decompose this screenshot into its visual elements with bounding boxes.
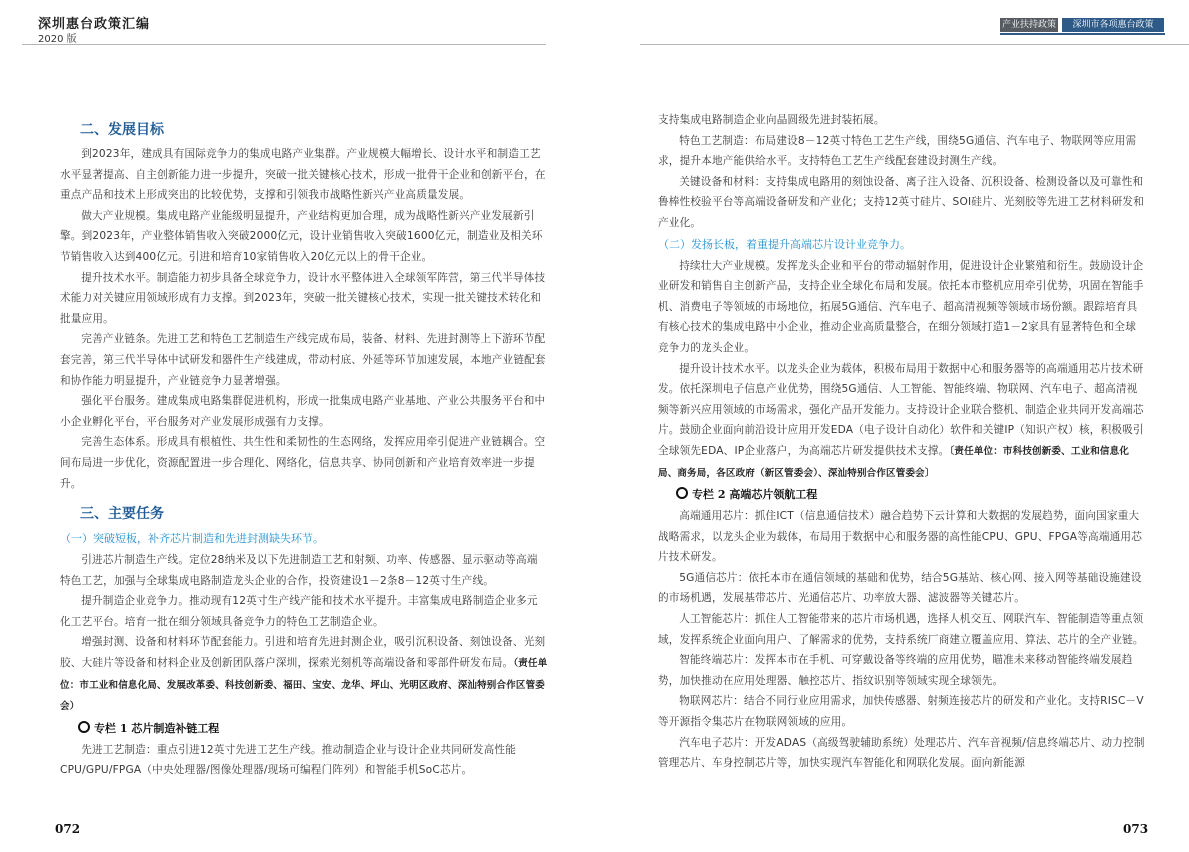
page-number-right: 073 xyxy=(1123,822,1149,836)
paragraph: 做大产业规模。集成电路产业能级明显提升，产业结构更加合理，成为战略性新兴产业发展新引擎。到2023年，产业整体销售收入突破2000亿元，设计业销售收入突破1600亿元，制造业及相关环节销售收入达到400亿元。引进和培育10家销售收入20亿元以上的骨干企业。 xyxy=(60,209,543,263)
paragraph: 提升制造企业竞争力。推动现有12英寸生产线产能和技术水平提升。丰富集成电路制造企业多元化工艺平台。培育一批在细分领域具备竞争力的特色工艺制造企业。 xyxy=(60,595,538,628)
paragraph: 物联网芯片：结合不同行业应用需求，加快传感器、射频连接芯片的研发和产业化。支持RISC－V等开源指令集芯片在物联网领域的应用。 xyxy=(658,695,1144,729)
paragraph-text: 提升设计技术水平。以龙头企业为载体，积极布局用于数据中心和服务器等的高端通用芯片技术研发。依托深圳电子信息产业优势，围绕5G通信、人工智能、智能终端、物联网、汽车电子、超高清视频等新兴应用领域的市场需求，强化产品开发能力。支持设计企业联合整机、制造企业共同开发高端芯片。鼓励企业面向前沿设计应用开发EDA（电子设计自动化）软件和关键IP（知识产权）核，积极吸引全球领先EDA、IP企业落户，为高端芯片研发提供技术支撑。 xyxy=(658,362,1144,457)
paragraph: 关键设备和材料：支持集成电路用的刻蚀设备、离子注入设备、沉积设备、检测设备以及可靠性和鲁棒性校验平台等高端设备研发和产业化；支持12英寸硅片、SOI硅片、光刻胶等先进工艺材料研发和产业化。 xyxy=(658,175,1145,229)
paragraph: 5G通信芯片：依托本市在通信领域的基础和优势，结合5G基站、核心网、接入网等基础设施建设的市场机遇，发展基带芯片、光通信芯片、功率放大器、滤波器等关键芯片。 xyxy=(658,571,1142,605)
publication-year: 2020 版 xyxy=(38,34,77,45)
box-title-text: 专栏 2 高端芯片领航工程 xyxy=(692,488,818,502)
header-divider-right xyxy=(640,44,1189,45)
subheading-shortboard: （一）突破短板，补齐芯片制造和先进封测缺失环节。 xyxy=(60,532,324,546)
box-title-text: 专栏 1 芯片制造补链工程 xyxy=(94,721,220,735)
paragraph: 持续壮大产业规模。发挥龙头企业和平台的带动辐射作用，促进设计企业繁殖和衍生。鼓励设计企业研发和销售自主创新产品，支持企业全球化布局和发展。依托本市整机应用牵引优势，巩固在智能手机、消费电子等领域的市场地位，拓展5G通信、汽车电子、超高清视频等领域市场份额。跟踪培育具有核心技术的集成电路中小企业，推动企业高质量整合，在细分领域打造1－2家具有显著特色和全球竞争力的龙头企业。 xyxy=(658,259,1144,354)
paragraph: 引进芯片制造生产线。定位28纳米及以下先进制造工艺和射频、功率、传感器、显示驱动等高端特色工艺，加强与全球集成电路制造龙头企业的合作，投资建设1－2条8－12英寸生产线。 xyxy=(60,554,538,587)
paragraph: 强化平台服务。建成集成电路集群促进机构，形成一批集成电路产业基地、产业公共服务平台和中小企业孵化平台，平台服务对产业发展形成强有力支撑。 xyxy=(60,395,546,428)
right-page xyxy=(658,110,1146,774)
paragraph: 完善产业链条。先进工艺和特色工艺制造生产线完成布局，装备、材料、先进封测等上下游环节配套完善，第三代半导体中试研发和器件生产线建成，带动村底、外延等环节加速发展，本地产业链配套和协作能力明显提升，产业链竞争力显著增强。 xyxy=(60,333,546,387)
paragraph: 高端通用芯片：抓住ICT（信息通信技术）融合趋势下云计算和大数据的发展趋势，面向国家重大战略需求，以龙头企业为载体，布局用于数据中心和服务器的高性能CPU、GPU、FPGA等高端通用芯片技术研发。 xyxy=(658,510,1142,564)
paragraph: 智能终端芯片：发挥本市在手机、可穿戴设备等终端的应用优势，瞄准未来移动智能终端发展趋势，加快推动在应用处理器、触控芯片、指纹识别等领域实现全球领先。 xyxy=(658,654,1133,687)
heading-goals: 二、发展目标 xyxy=(80,122,164,138)
heading-tasks: 三、主要任务 xyxy=(80,506,164,523)
responsible-units: 〔责任单位：市科技创新委、工业和信息化局、商务局，各区政府（新区管委会）、深汕特别合作区管委会〕 xyxy=(658,445,1130,479)
paragraph: 汽车电子芯片：开发ADAS（高级驾驶辅助系统）处理芯片、汽车音视频/信息终端芯片、动力控制管理芯片、车身控制芯片等，加快实现汽车智能化和网联化发展。面向新能源 xyxy=(658,736,1145,770)
section-tag-industry: 产业扶持政策 xyxy=(1001,20,1056,30)
paragraph: 支持集成电路制造企业向晶圆级先进封装拓展。 xyxy=(658,114,885,126)
paragraph xyxy=(60,632,548,717)
paragraph: 完善生态体系。形成具有根植性、共生性和柔韧性的生态网络，发挥应用牵引促进产业链耦合。空间布局进一步优化，资源配置进一步合理化、网络化，信息共享、协同创新和产业培育效率进一步提升。 xyxy=(60,436,546,490)
page-number-left: 072 xyxy=(55,822,81,836)
box-title-2 xyxy=(676,484,1146,506)
subheading-longboard: （二）发扬长板，着重提升高端芯片设计业竞争力。 xyxy=(658,237,911,251)
box-title-1 xyxy=(78,718,548,740)
paragraph: 特色工艺制造：布局建设8－12英寸特色工艺生产线，围绕5G通信、汽车电子、物联网等应用需求，提升本地产能供给水平。支持特色工艺生产线配套建设封测生产线。 xyxy=(658,134,1137,168)
paragraph: 先进工艺制造：重点引进12英寸先进工艺生产线。推动制造企业与设计企业共同研发高性能CPU/GPU/FPGA（中央处理器/图像处理器/现场可编程门阵列）和智能手机SoC芯片。 xyxy=(60,743,517,777)
section-tag-city: 深圳市各项惠台政策 xyxy=(1062,18,1164,32)
section-tag-underline xyxy=(1000,33,1165,35)
paragraph: 人工智能芯片：抓住人工智能带来的芯片市场机遇，选择人机交互、网联汽车、智能制造等重点领域，发挥系统企业面向用户、了解需求的优势，支持系统厂商建立覆盖应用、算法、芯片的全产业链。 xyxy=(658,613,1144,646)
left-page xyxy=(60,110,548,781)
responsible-units: （责任单位：市工业和信息化局、发展改革委、科技创新委、福田、宝安、龙华、坪山、光明区政府、深汕特别合作区管委会） xyxy=(60,658,548,713)
paragraph-text: 增强封测、设备和材料环节配套能力。引进和培育先进封测企业，吸引沉积设备、刻蚀设备、光刻胶、大硅片等设备和材料企业及创新团队落户深圳，探索光刻机等高端设备和零部件研发布局。 xyxy=(60,636,546,670)
publication-title: 深圳惠台政策汇编 xyxy=(38,17,151,32)
paragraph xyxy=(658,359,1146,485)
circle-bullet-icon xyxy=(78,721,90,733)
paragraph: 到2023年，建成具有国际竞争力的集成电路产业集群。产业规模大幅增长、设计水平和制造工艺水平显著提高、自主创新能力进一步提升，突破一批关键核心技术，形成一批骨干企业和创新平台，在重点产品和技术上形成突出的比较优势，支撑和引领我市战略性新兴产业高质量发展。 xyxy=(60,148,546,202)
circle-bullet-icon xyxy=(676,487,688,499)
header-divider-left xyxy=(22,44,546,45)
paragraph: 提升技术水平。制造能力初步具备全球竞争力，设计水平整体进入全球领军阵营，第三代半导体技术能力对关键应用领域形成有力支撑。到2023年，突破一批关键核心技术，实现一批关键技术转化和批量应用。 xyxy=(60,271,546,325)
